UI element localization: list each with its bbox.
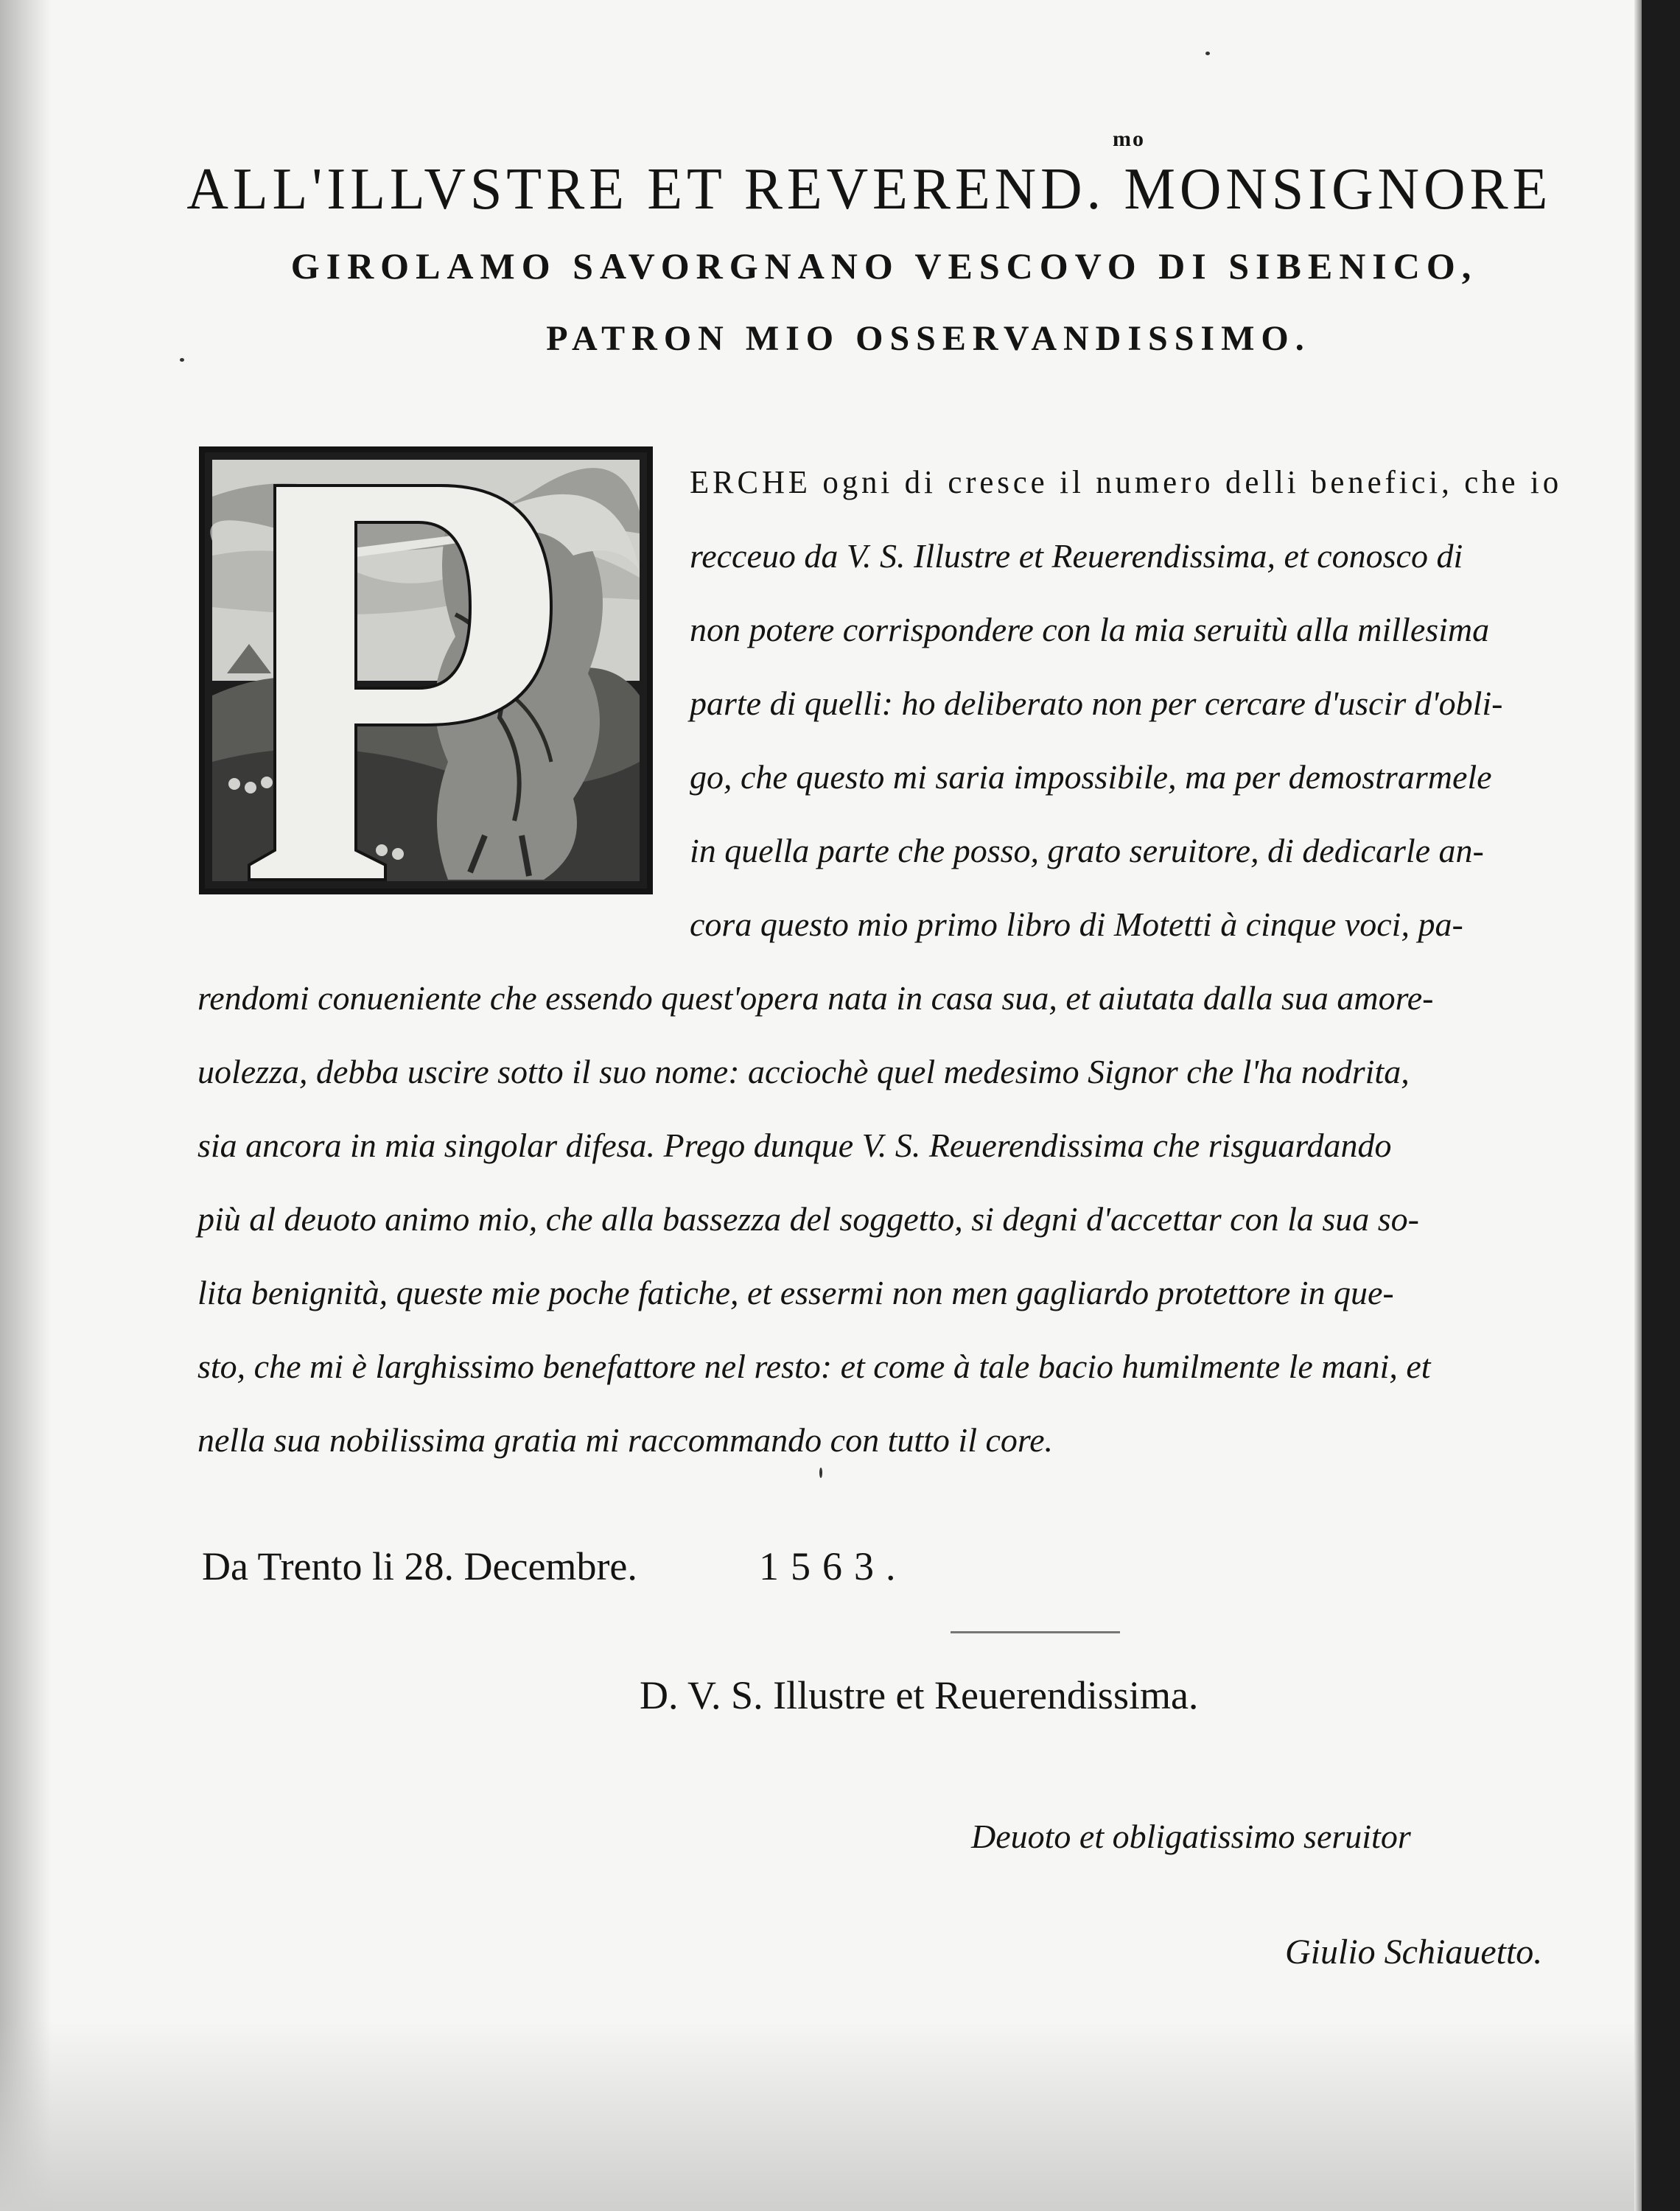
decorative-rule [951, 1631, 1120, 1633]
addressee-line: D. V. S. Illustre et Reuerendissima. [640, 1673, 1199, 1717]
body-line-9: uolezza, debba uscire sotto il suo nome: acciochè quel medesimo Signor che l'ha nodrita, [197, 1053, 1410, 1090]
body-line-4: parte di quelli: ho deliberato non per cercare d'uscir d'obli- [690, 684, 1503, 722]
body-line-2: recceuo da V. S. Illustre et Reuerendissima, et conosco di [690, 537, 1463, 575]
body-line-10: sia ancora in mia singolar difesa. Prego dunque V. S. Reuerendissima che risguardando [197, 1126, 1392, 1164]
facing-page-edge [1634, 0, 1642, 2211]
book-gutter [1642, 0, 1680, 2211]
catchword: mo [1113, 127, 1145, 151]
body-line-5: go, che questo mi saria impossibile, ma per demostrarmele [690, 758, 1492, 796]
dedication-heading-line-2: GIROLAMO SAVORGNANO VESCOVO DI SIBENICO, [290, 245, 1478, 287]
body-line-13: sto, che mi è larghissimo benefattore nel resto: et come à tale bacio humilmente le mani, et [197, 1348, 1431, 1385]
subscription-line: Deuoto et obligatissimo seruitor [971, 1818, 1411, 1855]
page-bottom-shadow [0, 2019, 1680, 2211]
body-line-12: lita benignità, queste mie poche fatiche, et essermi non men gagliardo protettore in que- [197, 1274, 1394, 1311]
body-line-7: cora questo mio primo libro di Motetti à cinque voci, pa- [690, 905, 1463, 943]
body-line-6: in quella parte che posso, grato seruitore, di dedicarle an- [690, 832, 1484, 869]
body-line-1: ERCHE ogni di cresce il numero delli benefici, che io [690, 464, 1563, 500]
woodcut-illustration [205, 452, 647, 889]
body-line-8: rendomi conueniente che essendo quest'opera nata in casa sua, et aiutata dalla sua amore- [197, 979, 1434, 1017]
body-line-11: più al deuoto animo mio, che alla bassezza del soggetto, si degni d'accettar con la sua so- [197, 1200, 1419, 1238]
ink-speck [180, 358, 184, 362]
date-year: 1563. [759, 1544, 908, 1588]
dedication-heading-line-3: PATRON MIO OSSERVANDISSIMO. [546, 319, 1311, 358]
page-left-shadow [0, 0, 52, 2211]
body-line-14: nella sua nobilissima gratia mi raccommando con tutto il core. [197, 1421, 1054, 1459]
date-line: Da Trento li 28. Decembre. [202, 1544, 637, 1588]
body-line-3: non potere corrispondere con la mia seruitù alla millesima [690, 611, 1490, 648]
ink-speck [1205, 52, 1210, 55]
dedication-heading-line-1: ALL'ILLVSTRE ET REVEREND. MONSIGNORE [186, 157, 1553, 222]
signature: Giulio Schiauetto. [1285, 1933, 1543, 1972]
woodcut-initial-p [199, 446, 653, 894]
ink-speck [819, 1468, 822, 1478]
